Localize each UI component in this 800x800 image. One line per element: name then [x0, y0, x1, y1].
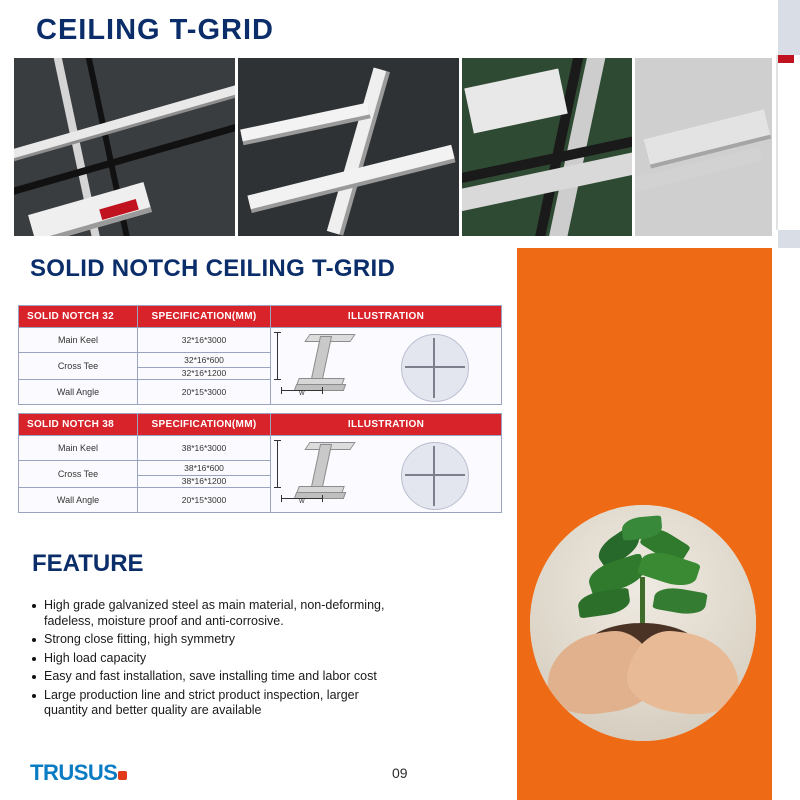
illustration-cell	[271, 436, 502, 513]
t-grid-black-line-photo	[462, 58, 631, 236]
list-item: High grade galvanized steel as main material, non-deforming, fadeless, moisture proof and anti-corrosive.	[30, 598, 390, 629]
grid-cross-section-icon	[401, 334, 469, 402]
illustration-graphic	[271, 436, 501, 512]
photo-decor	[14, 82, 235, 160]
spec-table-solid-notch-32	[18, 305, 502, 405]
table-header-cell: SPECIFICATION(MM)	[138, 306, 271, 328]
width-dimension-label: W	[299, 499, 305, 505]
table-row	[19, 436, 502, 461]
icon-part	[405, 366, 465, 368]
photo-decor	[14, 120, 235, 196]
t-bar-profile-icon	[289, 442, 363, 506]
row-spec: 38*16*600	[138, 461, 271, 476]
grid-cross-section-icon	[401, 442, 469, 510]
list-item: High load capacity	[30, 651, 390, 667]
row-spec: 32*16*600	[138, 353, 271, 368]
spec-table-solid-notch-38	[18, 413, 502, 513]
t-grid-flat-strip-photo	[635, 58, 772, 236]
icon-part	[405, 474, 465, 476]
page-title: CEILING T-GRID	[36, 14, 274, 46]
profile-part	[310, 444, 332, 492]
row-spec: 20*15*3000	[138, 380, 271, 405]
illustration-cell	[271, 328, 502, 405]
row-label: Wall Angle	[19, 488, 138, 513]
row-label: Cross Tee	[19, 353, 138, 380]
brand-logo-text: TRUSUS	[30, 760, 118, 785]
table-header-cell: SPECIFICATION(MM)	[138, 414, 271, 436]
row-spec: 38*16*3000	[138, 436, 271, 461]
table-header-cell: SOLID NOTCH 32	[19, 306, 138, 328]
t-grid-main-runner-photo	[14, 58, 235, 236]
table-header-row	[19, 414, 502, 436]
brand-logo-mark	[118, 771, 127, 780]
plant-in-hands-photo	[530, 505, 756, 741]
row-label: Main Keel	[19, 436, 138, 461]
table-header-cell: ILLUSTRATION	[271, 306, 502, 328]
right-edge-inner	[776, 55, 800, 230]
icon-part	[433, 446, 435, 506]
table-header-cell: SOLID NOTCH 38	[19, 414, 138, 436]
icon-part	[433, 338, 435, 398]
list-item: Strong close fitting, high symmetry	[30, 632, 390, 648]
row-spec: 32*16*1200	[138, 367, 271, 380]
photo-decor	[464, 69, 567, 134]
orange-panel-right-margin	[772, 248, 800, 800]
height-dimension-line	[277, 440, 278, 488]
row-label: Wall Angle	[19, 380, 138, 405]
profile-part	[310, 336, 332, 384]
list-item: Large production line and strict product inspection, larger quantity and better quality are available	[30, 688, 390, 719]
table-header-row	[19, 306, 502, 328]
section-title: SOLID NOTCH CEILING T-GRID	[30, 255, 396, 282]
feature-title: FEATURE	[32, 550, 144, 577]
row-label: Cross Tee	[19, 461, 138, 488]
illustration-graphic	[271, 328, 501, 404]
t-grid-cross-tee-photo	[238, 58, 459, 236]
right-edge-red-marker	[778, 55, 794, 63]
row-label: Main Keel	[19, 328, 138, 353]
brand-logo	[30, 760, 127, 786]
photo-decor	[240, 103, 370, 142]
t-bar-profile-icon	[289, 334, 363, 398]
feature-list	[30, 598, 390, 722]
photo-decor	[640, 577, 645, 629]
photo-decor	[327, 68, 386, 235]
row-spec: 20*15*3000	[138, 488, 271, 513]
list-item: Easy and fast installation, save installing time and labor cost	[30, 669, 390, 685]
table-header-cell: ILLUSTRATION	[271, 414, 502, 436]
product-photo-strip	[14, 58, 772, 236]
table-row	[19, 328, 502, 353]
height-dimension-line	[277, 332, 278, 380]
row-spec: 38*16*1200	[138, 475, 271, 488]
width-dimension-label: W	[299, 391, 305, 397]
right-edge-strip	[778, 0, 800, 248]
row-spec: 32*16*3000	[138, 328, 271, 353]
page-number: 09	[392, 765, 408, 781]
